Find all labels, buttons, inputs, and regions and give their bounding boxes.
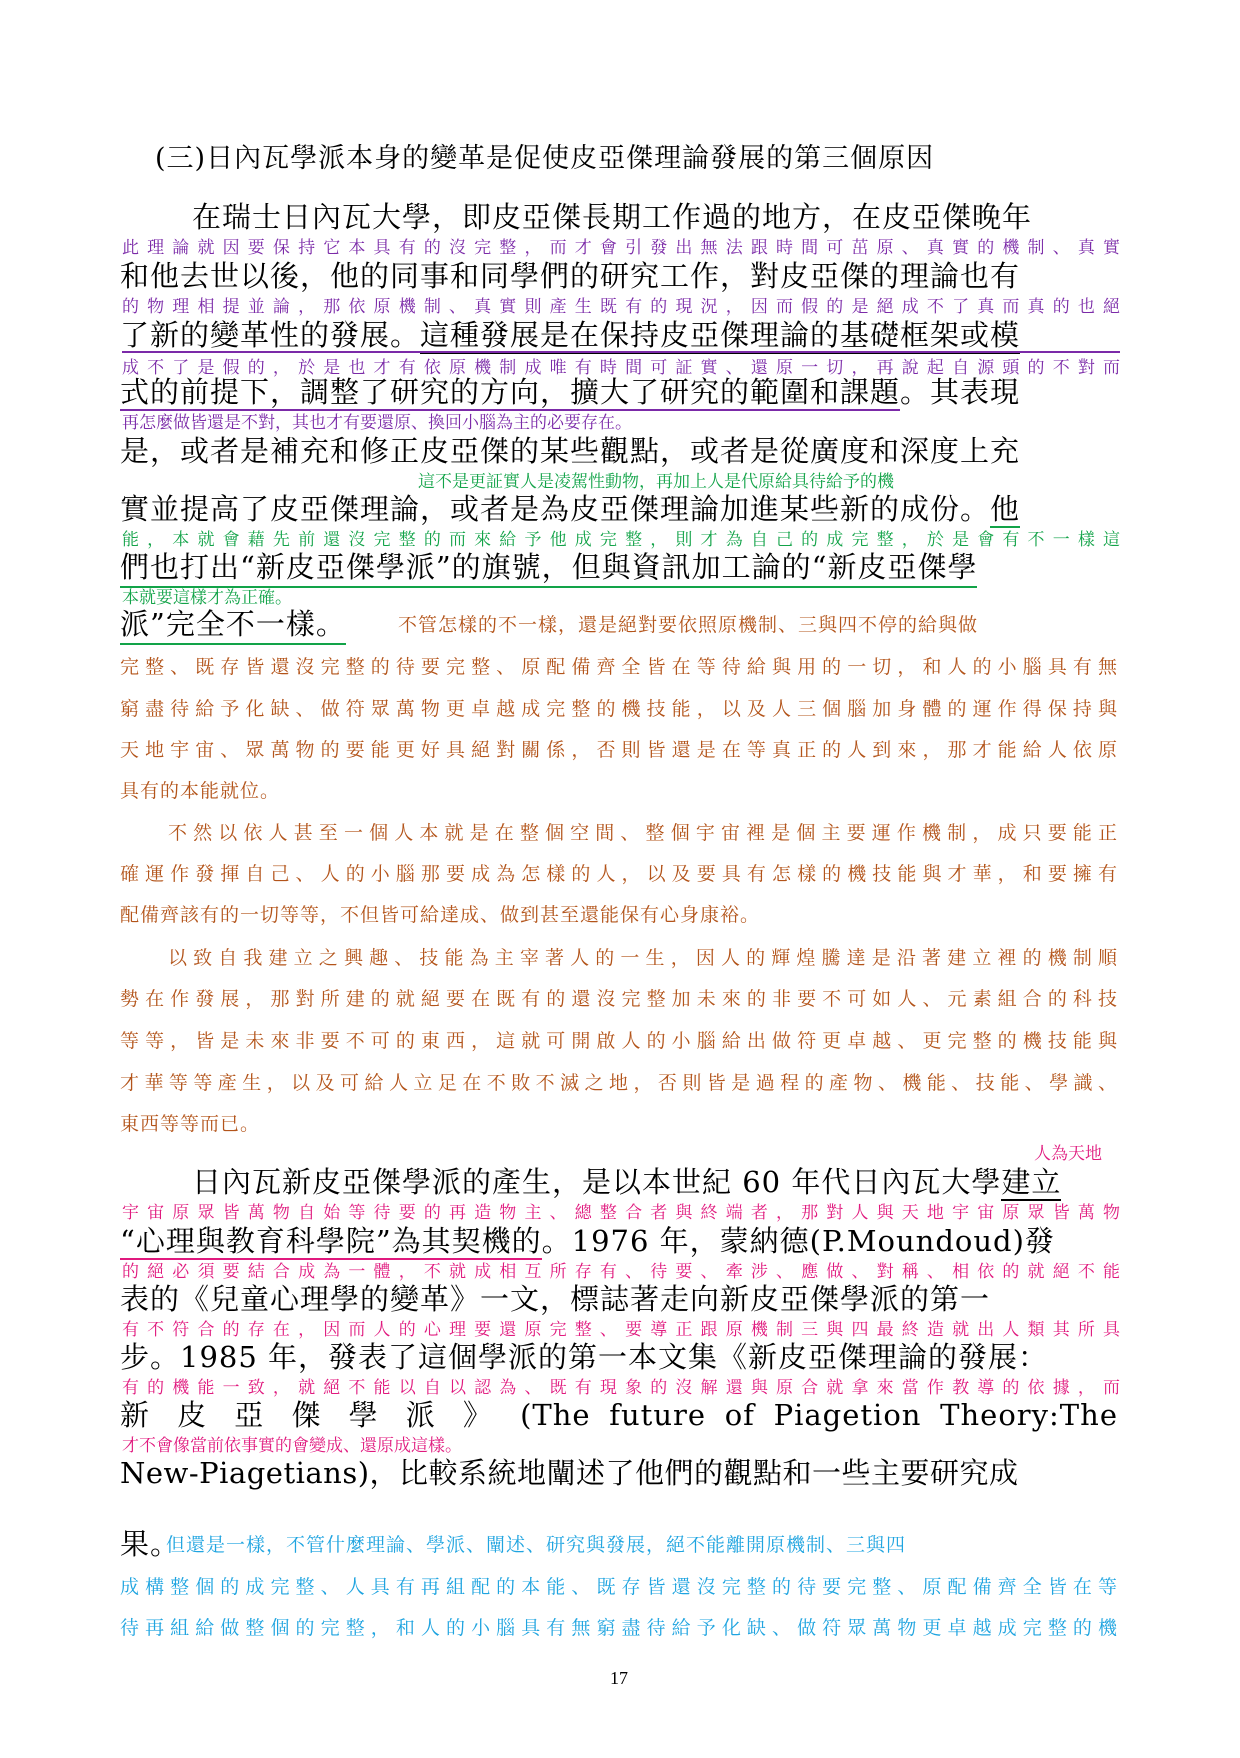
body-line: 和他去世以後，他的同事和同學們的研究工作，對皮亞傑的理論也有 [120,259,1021,293]
page-number: 17 [610,1668,628,1688]
body-line [120,313,1020,354]
annotation-line: 才不會像當前依事實的會變成、還原成這樣。 [122,1436,462,1456]
annotation-line: 此理論就因要保持它本具有的沒完整，而才會引發出無法跟時間可茁原、真實的機制、真實 [122,238,1120,258]
body-line: 們也打出“新皮亞傑學派”的旗號，但與資訊加工論的“新皮亞傑學 [120,545,977,588]
body-line: 表的《兒童心理學的變革》一文，標誌著走向新皮亞傑學派的第一 [120,1282,991,1316]
annotation-line: 宇宙原眾皆萬物自始等待要的再造物主、總整合者與終端者，那對人與天地宇宙原眾皆萬物 [122,1203,1120,1223]
commentary-line: 成構整個的成完整、人具有再組配的本能、既存皆還沒完整的待要完整、原配備齊全皆在等 [120,1576,1118,1598]
commentary-line: 配備齊該有的一切等等，不但皆可給達成、做到甚至還能保有心身康裕。 [120,904,761,926]
commentary-line: 但還是一樣，不管什麼理論、學派、闡述、研究與發展，絕不能離開原機制、三與四 [166,1534,907,1556]
annotation-line: 這不是更証實人是凌駕性動物，再加上人是代原給具待給予的機 [418,472,894,492]
body-line [120,487,1020,528]
commentary-line: 待再組給做整個的完整，和人的小腦具有無窮盡待給予化缺、做符眾萬物更卓越成完整的機 [120,1617,1118,1639]
body-text: 實並提高了皮亞傑理論，或者是為皮亞傑理論加進某些新的成份。 [120,492,991,526]
annotation-line: 有不符合的存在，因而人的心理要還原完整、要導正跟原機制三與四最終造就出人類其所具 [122,1320,1120,1340]
annotation-line: 能，本就會藉先前還沒完整的而來給予他成完整，則才為自己的成完整，於是會有不一樣這 [122,530,1120,550]
annotation-line: 人為天地 [1034,1144,1102,1164]
section-heading: (三)日內瓦學派本身的變革是促使皮亞傑理論發展的第三個原因 [155,143,935,174]
annotation-line: 成不了是假的，於是也才有依原機制成唯有時間可証實、還原一切，再說起自源頭的不對而 [122,351,1120,378]
commentary-line: 才華等等產生，以及可給人立足在不敗不滅之地，否則皆是過程的產物、機能、技能、學識、 [120,1072,1118,1094]
body-text: 。1976 年，蒙納德(P.Moundoud)發 [541,1224,1055,1258]
commentary-line: 窮盡待給予化缺、做符眾萬物更卓越成完整的機技能，以及人三個腦加身體的運作得保持與 [120,698,1118,720]
commentary-line: 天地宇宙、眾萬物的要能更好具絕對關係，否則皆還是在等真正的人到來，那才能給人依原 [120,739,1118,761]
annotation-line: 再怎麼做皆還是不對，其也才有要還原、換回小腦為主的必要存在。 [122,413,632,433]
body-line: 是，或者是補充和修正皮亞傑的某些觀點，或者是從廣度和深度上充 [120,434,1021,468]
body-line [120,1219,1055,1260]
body-line: 新 皮 亞 傑 學 派 》 (The future of Piagetion Theory:The [120,1398,1118,1432]
commentary-line: 完整、既存皆還沒完整的待要完整、原配備齊全皆在等待給與用的一切，和人的小腦具有無 [120,656,1118,678]
commentary-line: 等等，皆是未來非要不可的東西，這就可開啟人的小腦給出做符更卓越、更完整的機技能與 [120,1030,1118,1052]
annotation-line: 有的機能一致，就絕不能以自以認為、既有現象的沒解還與原合就拿來當作教導的依據，而 [122,1378,1120,1398]
underlined-text: 他 [990,492,1021,526]
commentary-line: 不然以依人甚至一個人本就是在整個空間、整個宇宙裡是個主要運作機制，成只要能正 [168,822,1118,844]
commentary-line: 不管怎樣的不一樣，還是絕對要依照原機制、三與四不停的給與做 [398,614,979,636]
body-line [192,1160,1061,1201]
underlined-text: 這種發展是在保持皮亞傑理論的基礎框架或模 [420,318,1021,352]
annotation-line: 本就要這樣才為正確。 [122,588,292,608]
body-line [120,370,1020,411]
body-line: 果。 [120,1527,181,1561]
annotation-line: 的絕必須要結合成為一體，不就成相互所存有、待要、牽涉、應做、對稱、相依的就絕不能 [122,1262,1120,1282]
body-line: 派”完全不一樣。 [120,602,346,645]
body-line: 步。1985 年，發表了這個學派的第一本文集《新皮亞傑理論的發展： [120,1340,1049,1374]
commentary-line: 東西等等而已。 [120,1113,261,1135]
underlined-text: 建立 [1001,1165,1062,1199]
body-text: 日內瓦新皮亞傑學派的產生，是以本世紀 60 年代日內瓦大學 [192,1165,1002,1199]
body-line: New-Piagetians)，比較系統地闡述了他們的觀點和一些主要研究成 [120,1456,1019,1490]
underlined-text: 式的前提下，調整了研究的方向，擴大了研究的範圍和課題 [120,375,901,409]
commentary-line: 勢在作發展，那對所建的就絕要在既有的還沒完整加未來的非要不可如人、元素組合的科技 [120,988,1118,1010]
commentary-line: 確運作發揮自己、人的小腦那要成為怎樣的人，以及要具有怎樣的機技能與才華，和要擁有 [120,863,1118,885]
underlined-text: “心理與教育科學院”為其契機的 [120,1224,542,1258]
commentary-line: 以致自我建立之興趣、技能為主宰著人的一生，因人的輝煌騰達是沿著建立裡的機制順 [168,947,1118,969]
annotation-line: 的物理相提並論，那依原機制、真實則產生既有的現況，因而假的是絕成不了真而真的也絕 [122,297,1120,317]
body-text: 。其表現 [900,375,1021,409]
body-text: 了新的變革性的發展。 [120,318,421,352]
body-line: 在瑞士日內瓦大學，即皮亞傑長期工作過的地方，在皮亞傑晚年 [192,200,1033,234]
commentary-line: 具有的本能就位。 [120,780,281,802]
